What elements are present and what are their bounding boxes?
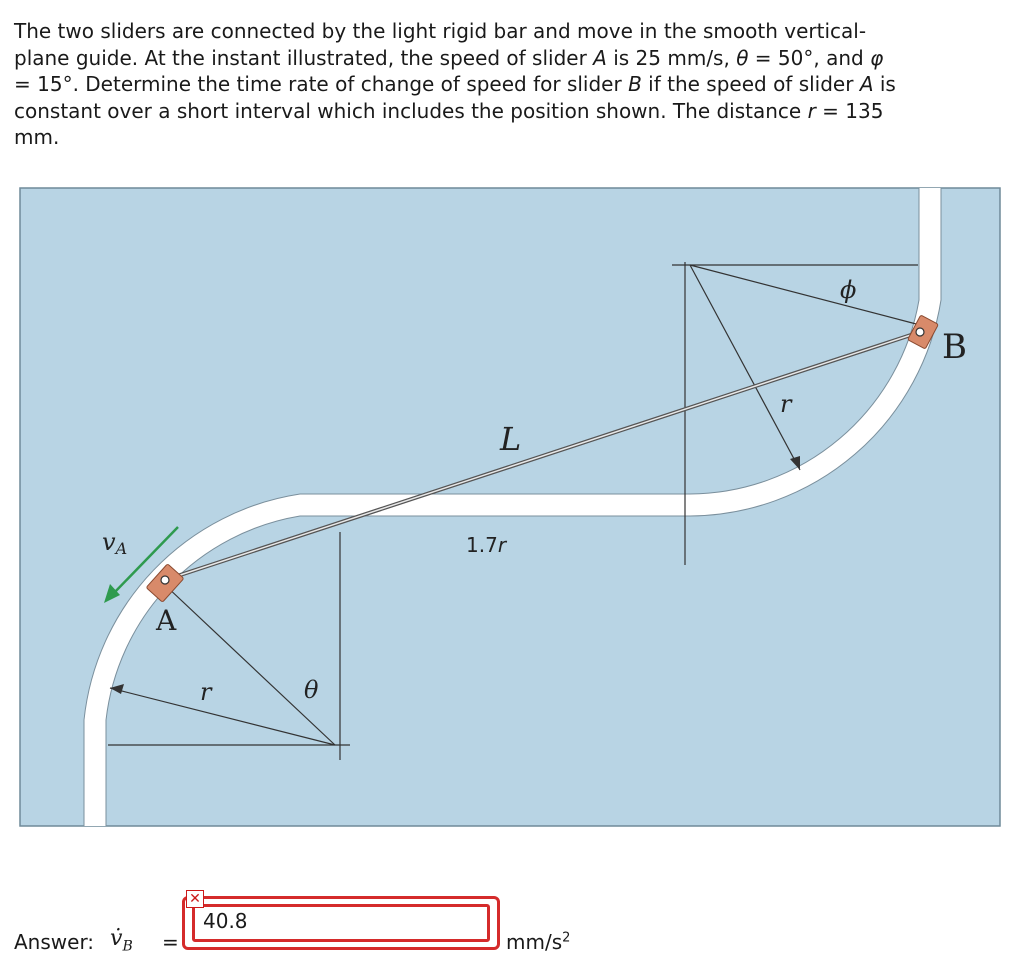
problem-line-4: constant over a short interval which includes the position shown. The distance r = 135 — [14, 98, 884, 123]
label-1-7r: 1.7r — [466, 533, 507, 557]
answer-row — [14, 891, 714, 958]
equals-sign: = — [162, 930, 179, 954]
pin-A — [161, 576, 169, 584]
answer-input[interactable]: 40.8 — [192, 904, 490, 942]
problem-line-5: mm. — [14, 125, 60, 149]
label-phi: ϕ — [840, 276, 857, 304]
problem-line-2: plane guide. At the instant illustrated, the speed of slider A is 25 mm/s, θ = 50°, and φ — [14, 45, 884, 70]
answer-symbol: $v̇_B$ — [110, 926, 133, 955]
label-B: B — [942, 327, 967, 367]
label-A: A — [156, 604, 177, 637]
label-L: L — [500, 420, 522, 458]
label-vA: vA — [102, 528, 128, 558]
problem-line-3: = 15°. Determine the time rate of change of speed for slider B if the speed of slider A is — [14, 72, 896, 96]
problem-line-1: The two sliders are connected by the light rigid bar and move in the smooth vertical- — [14, 19, 867, 43]
answer-unit: $mm/s^2$ — [506, 930, 571, 954]
answer-label: Answer: — [14, 930, 95, 954]
wrong-icon: ✕ — [186, 890, 204, 908]
pin-B — [916, 328, 924, 336]
label-theta: θ — [304, 676, 319, 704]
label-r-bottom: r — [200, 678, 212, 706]
label-r-top: r — [780, 390, 792, 418]
